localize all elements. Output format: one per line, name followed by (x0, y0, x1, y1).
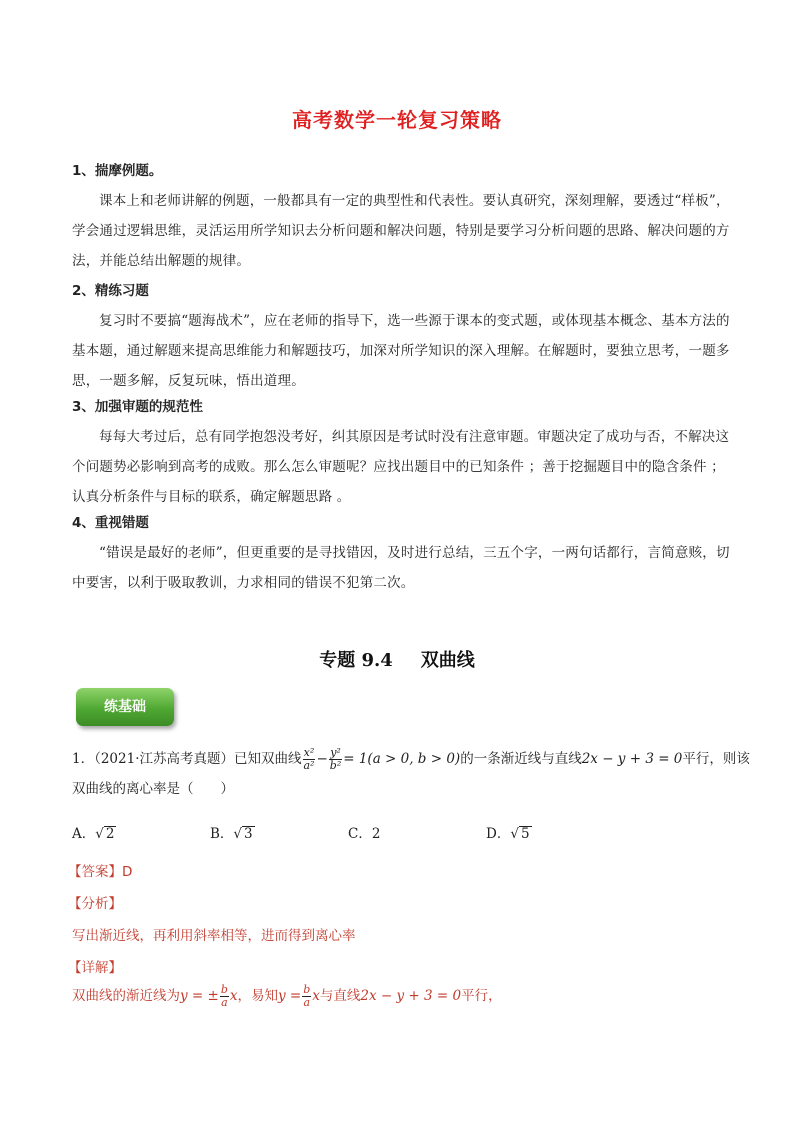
question-middle: 的一条渐近线与直线 (460, 751, 582, 767)
fraction-x (303, 747, 316, 772)
section-heading: 3、加强审题的规范性 (72, 399, 203, 415)
question-line-2: 双曲线的离心率是（ ） (72, 781, 234, 797)
fraction-y (329, 747, 342, 772)
section-3 (72, 396, 732, 512)
option-label: D． (486, 826, 511, 842)
fraction-numerator: b (303, 983, 311, 996)
practice-badge: 练基础 (76, 688, 174, 726)
question-prefix: 1．（2021·江苏高考真题）已知双曲线 (72, 751, 302, 767)
detail-tag: 【详解】 (68, 960, 122, 976)
section-paragraph: 课本上和老师讲解的例题，一般都具有一定的典型性和代表性。要认真研究，深刻理解，要透过“样板”，学会通过逻辑思维，灵活运用所学知识去分析问题和解决问题，特别是要学习分析问题的思路、解决问题的方法，并能总结出解题的规律。 (72, 193, 730, 269)
line-equation: 2x − y + 3 = 0 (581, 751, 683, 767)
detail-math: x (229, 988, 238, 1004)
fraction-denominator: a (221, 996, 228, 1009)
fraction-numerator: y² (330, 746, 341, 759)
option-b: B．√ 3 (210, 826, 253, 842)
page-title: 高考数学一轮复习策略 (292, 108, 502, 132)
fraction-numerator: x² (303, 746, 315, 759)
option-value: 2 (105, 826, 115, 842)
detail-part: ，易知 (237, 988, 279, 1004)
topic-name: 双曲线 (420, 650, 475, 671)
detail-math: x (312, 988, 320, 1004)
detail-math: 2x − y + 3 = 0 (360, 988, 462, 1004)
topic-heading (0, 646, 794, 672)
section-4 (72, 512, 732, 598)
section-heading: 1、揣摩例题。 (72, 163, 163, 179)
option-label: A． (72, 826, 96, 842)
detail-part: 双曲线的渐近线为 (72, 988, 180, 1004)
options (72, 822, 672, 846)
answer-tag: 【答案】D (68, 864, 133, 880)
detail-part: 与直线 (319, 988, 361, 1004)
fraction-b-a (220, 984, 229, 1009)
condition: = 1(a > 0, b > 0) (343, 751, 461, 767)
option-value: 3 (244, 826, 253, 842)
detail-text (72, 984, 502, 1009)
fraction-b-a (302, 984, 311, 1009)
fraction-numerator: b (220, 983, 228, 996)
detail-part: 平行， (461, 988, 502, 1004)
detail-math: y = ± (180, 988, 219, 1004)
fraction-denominator: a² (303, 759, 315, 772)
section-paragraph: 复习时不要搞“题海战术”，应在老师的指导下，选一些源于课本的变式题，或体现基本概念、基本方法的基本题，通过解题来提高思维能力和解题技巧，加深对所学知识的深入理解。在解题时，要独立思考，一题多思，一题多解，反复玩味，悟出道理。 (72, 313, 730, 389)
section-1 (72, 160, 732, 276)
question-suffix: 平行，则该 (682, 751, 750, 767)
question-line-1: 1．（2021·江苏高考真题）已知双曲线 $\frac{\text{x²}}{\text{a²}}$ − $\frac{\text{y²}}{\text{b²}}$ = 1(a > 0, b > 0)的一条渐近线与直线2x − y + 3 = 0平行，则该 (72, 746, 750, 772)
topic-label: 专题 9.4 (319, 650, 393, 671)
option-value: 2 (371, 826, 381, 842)
option-c (348, 822, 380, 842)
option-d: D．√ 5 (486, 826, 530, 842)
option-a: A．√ 2 (72, 826, 115, 842)
detail-math: y = (278, 988, 302, 1004)
option-value: 5 (520, 826, 530, 842)
section-paragraph: 每每大考过后，总有同学抱怨没考好，纠其原因是考试时没有注意审题。审题决定了成功与否，不解决这个问题势必影响到高考的成败。那么怎么审题呢？应找出题目中的已知条件 ；善于挖掘题目中的隐含条件 ；认真分析条件与目标的联系，确定解题思路 。 (72, 429, 730, 505)
fraction-denominator: a (303, 996, 311, 1009)
analysis-tag: 【分析】 (68, 896, 122, 912)
analysis-text: 写出渐近线，再利用斜率相等，进而得到离心率 (72, 928, 356, 944)
question-1 (72, 744, 750, 804)
section-paragraph: “错误是最好的老师”，但更重要的是寻找错因，及时进行总结，三五个字，一两句话都行，言简意赅，切中要害，以利于吸取教训，力求相同的错误不犯第二次。 (72, 545, 730, 591)
option-label: B． (210, 826, 234, 842)
option-label: C． (348, 826, 372, 842)
fraction-denominator: b² (329, 759, 342, 772)
section-heading: 4、重视错题 (72, 515, 149, 531)
section-heading: 2、精练习题 (72, 283, 149, 299)
section-2 (72, 280, 732, 396)
